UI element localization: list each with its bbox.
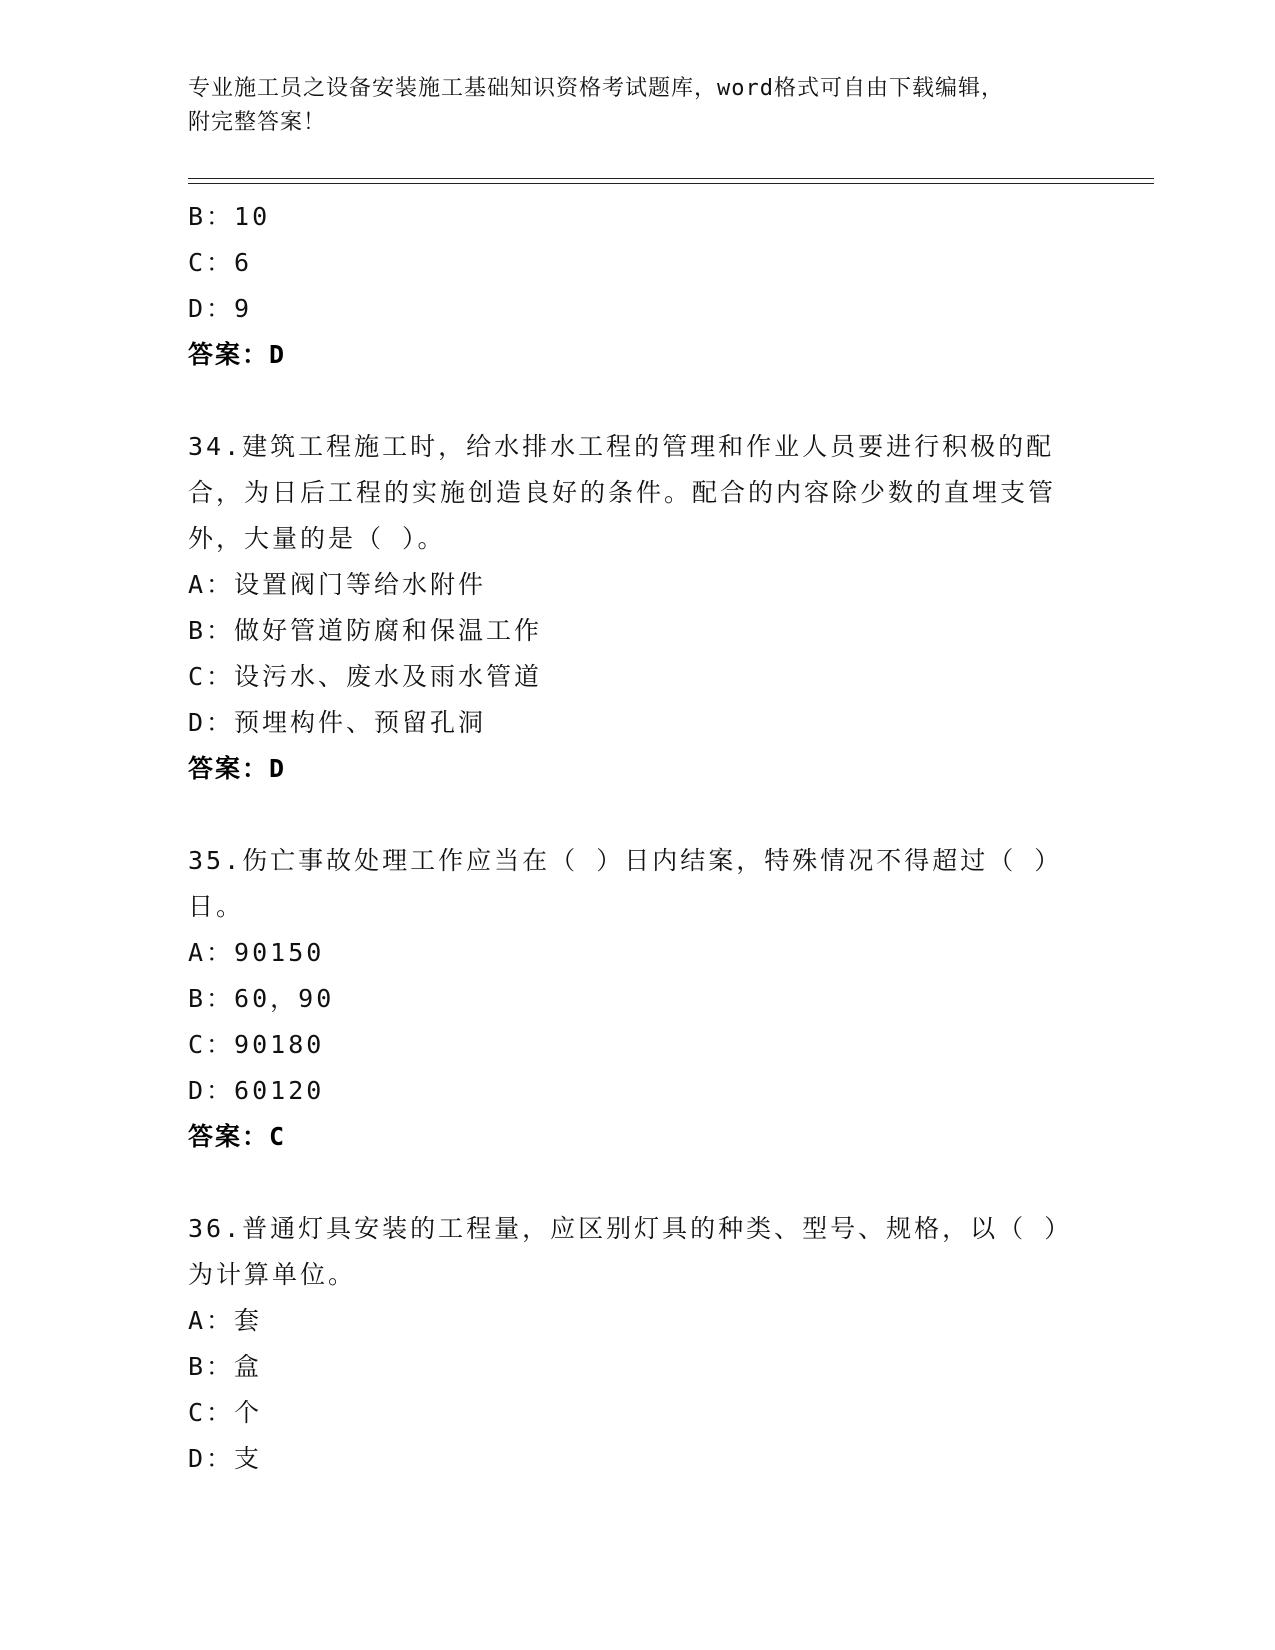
question-36: [188, 1206, 1088, 1482]
option-b: B：60，90: [188, 984, 335, 1013]
question-list: [188, 194, 1088, 1482]
option-d: D：支: [188, 1444, 263, 1473]
question-34: [188, 424, 1088, 792]
header-title-line-1: 专业施工员之设备安装施工基础知识资格考试题库，word格式可自由下载编辑，: [188, 76, 1004, 101]
option-c: C：90180: [188, 1030, 325, 1059]
option-a: A：90150: [188, 938, 325, 967]
question-text: 35.伤亡事故处理工作应当在（ ）日内结案，特殊情况不得超过（ ）日。: [188, 846, 1063, 921]
answer-label: 答案：D: [188, 754, 287, 783]
option-c: C：个: [188, 1398, 263, 1427]
option-b: B：盒: [188, 1352, 263, 1381]
question-33-tail: [188, 194, 1088, 378]
option-d: D：预埋构件、预留孔洞: [188, 708, 487, 737]
option-a: A：设置阀门等给水附件: [188, 570, 487, 599]
header-divider-top: [188, 178, 1154, 179]
option-d: D：60120: [188, 1076, 325, 1105]
option-d: D：9: [188, 294, 253, 323]
option-c: C：6: [188, 248, 253, 277]
answer-label: 答案：D: [188, 340, 287, 369]
answer-label: 答案：C: [188, 1122, 287, 1151]
option-a: A：套: [188, 1306, 263, 1335]
header-title-line-2: 附完整答案！: [188, 110, 327, 135]
document-header: [188, 72, 1068, 140]
question-text: 36.普通灯具安装的工程量，应区别灯具的种类、型号、规格，以（ ）为计算单位。: [188, 1214, 1073, 1289]
spacer: [188, 1160, 1088, 1206]
option-b: B：10: [188, 202, 271, 231]
question-35: [188, 838, 1088, 1160]
option-b: B：做好管道防腐和保温工作: [188, 616, 543, 645]
header-divider-bottom: [188, 183, 1154, 184]
question-text: 34.建筑工程施工时，给水排水工程的管理和作业人员要进行积极的配合，为日后工程的实施创造良好的条件。配合的内容除少数的直埋支管外，大量的是（ ）。: [188, 432, 1057, 553]
spacer: [188, 792, 1088, 838]
spacer: [188, 378, 1088, 424]
option-c: C：设污水、废水及雨水管道: [188, 662, 543, 691]
